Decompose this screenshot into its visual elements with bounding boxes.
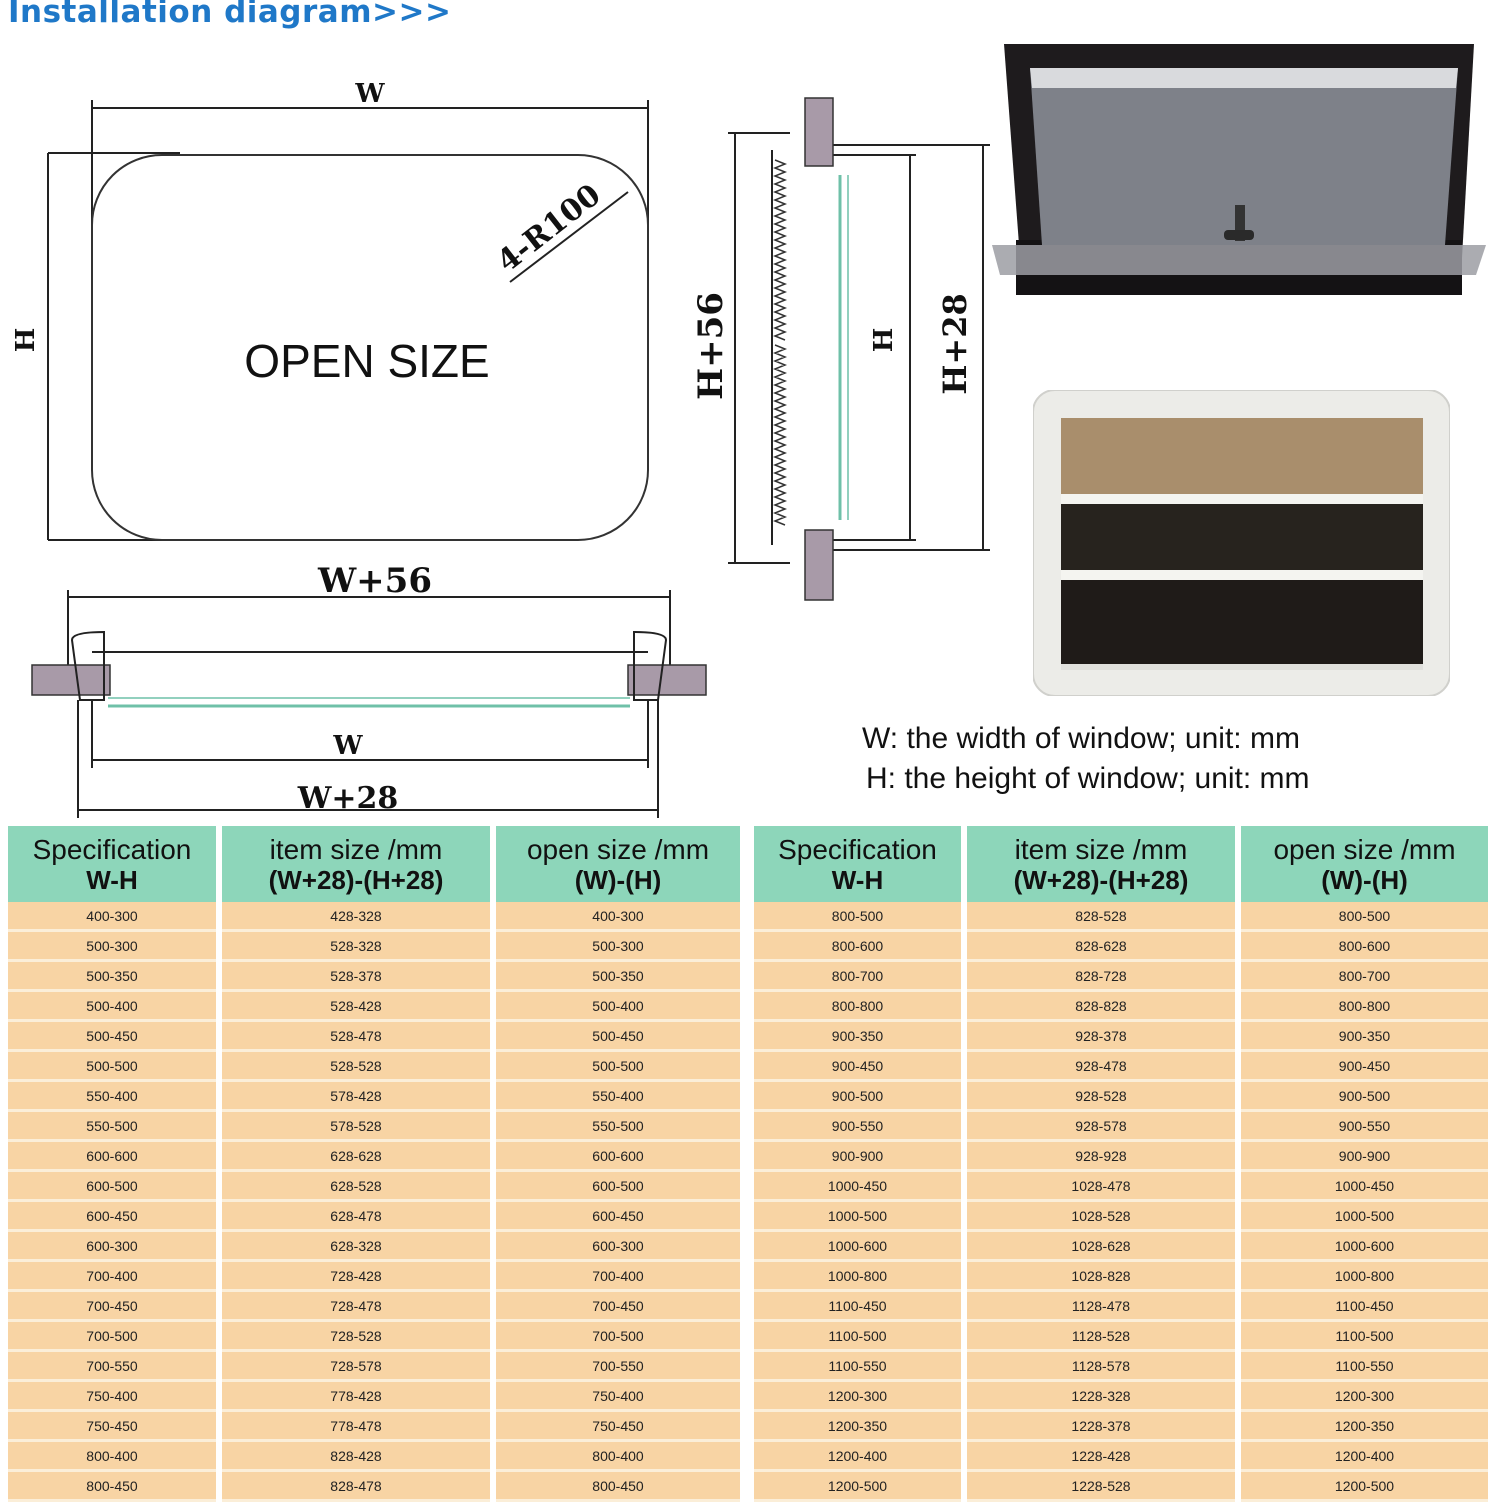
table-cell: 800-700 [1241, 962, 1488, 992]
table-row [8, 1442, 740, 1472]
table-row [8, 962, 740, 992]
table-cell: 600-600 [496, 1142, 740, 1172]
table-cell: 628-478 [222, 1202, 490, 1232]
table-cell: 500-500 [8, 1052, 216, 1082]
legend-w: W: the width of window; unit: mm [862, 722, 1300, 755]
table-cell: 700-550 [8, 1352, 216, 1382]
table-cell: 600-600 [8, 1142, 216, 1172]
table-cell: 400-300 [496, 902, 740, 932]
table-row [8, 1082, 740, 1112]
table-row [754, 1412, 1488, 1442]
table-row [754, 1382, 1488, 1412]
table-cell: 1100-550 [1241, 1352, 1488, 1382]
table-cell: 800-400 [8, 1442, 216, 1472]
table-cell: 600-300 [8, 1232, 216, 1262]
table-cell: 1200-350 [1241, 1412, 1488, 1442]
column-header-title: open size /mm [526, 834, 710, 865]
column-header-formula: W-H [86, 865, 138, 895]
table-cell: 900-500 [1241, 1082, 1488, 1112]
dim-h-left: H [11, 327, 41, 353]
table-cell: 1000-600 [754, 1232, 961, 1262]
table-cell: 1200-400 [1241, 1442, 1488, 1472]
column-header-formula: (W+28)-(H+28) [1013, 865, 1189, 895]
table-cell: 800-500 [754, 902, 961, 932]
table-row [8, 1052, 740, 1082]
table-cell: 1000-450 [1241, 1172, 1488, 1202]
table-cell: 1028-528 [967, 1202, 1235, 1232]
table-row [8, 1202, 740, 1232]
table-cell: 1128-478 [967, 1292, 1235, 1322]
radius-label: 4-R100 [490, 177, 608, 280]
dim-w-top: W [355, 79, 385, 109]
spec-table-right [748, 826, 1493, 1502]
dim-h28: H+28 [936, 293, 974, 395]
table-cell: 800-800 [754, 992, 961, 1022]
table-cell: 1000-800 [754, 1262, 961, 1292]
column-header [754, 826, 961, 902]
table-cell: 600-500 [496, 1172, 740, 1202]
table-cell: 828-428 [222, 1442, 490, 1472]
table-cell: 400-300 [8, 902, 216, 932]
table-cell: 500-350 [8, 962, 216, 992]
table-cell: 550-500 [8, 1112, 216, 1142]
table-cell: 800-700 [754, 962, 961, 992]
column-header-title: open size /mm [1273, 834, 1456, 865]
column-header [8, 826, 216, 902]
table-cell: 828-478 [222, 1472, 490, 1502]
table-cell: 800-450 [496, 1472, 740, 1502]
column-header-title: item size /mm [1014, 834, 1188, 865]
table-cell: 578-428 [222, 1082, 490, 1112]
table-cell: 828-628 [967, 932, 1235, 962]
table-row [8, 902, 740, 932]
column-header-formula: W-H [831, 865, 884, 895]
table-row [754, 1202, 1488, 1232]
table-cell: 928-478 [967, 1052, 1235, 1082]
column-header [222, 826, 490, 902]
table-cell: 778-478 [222, 1412, 490, 1442]
column-header [1241, 826, 1488, 902]
table-cell: 1228-428 [967, 1442, 1235, 1472]
table-cell: 500-300 [496, 932, 740, 962]
table-cell: 1128-528 [967, 1322, 1235, 1352]
column-header-title: item size /mm [269, 834, 443, 865]
table-cell: 800-500 [1241, 902, 1488, 932]
table-row [8, 992, 740, 1022]
table-cell: 900-900 [1241, 1142, 1488, 1172]
dim-w56: W+56 [318, 561, 432, 601]
table-cell: 1200-500 [1241, 1472, 1488, 1502]
table-cell: 600-450 [8, 1202, 216, 1232]
table-cell: 1100-450 [1241, 1292, 1488, 1322]
window-open-photo [990, 40, 1490, 302]
table-cell: 500-500 [496, 1052, 740, 1082]
table-cell: 550-400 [8, 1082, 216, 1112]
table-cell: 800-600 [1241, 932, 1488, 962]
table-cell: 700-450 [8, 1292, 216, 1322]
spec-table-left [2, 826, 746, 1502]
table-cell: 1200-300 [754, 1382, 961, 1412]
table-row [754, 1172, 1488, 1202]
open-size-label: OPEN SIZE [244, 335, 490, 387]
table-cell: 1200-500 [754, 1472, 961, 1502]
table-cell: 1100-550 [754, 1352, 961, 1382]
table-row [754, 992, 1488, 1022]
table-cell: 1100-500 [754, 1322, 961, 1352]
table-cell: 1000-500 [754, 1202, 961, 1232]
table-cell: 900-900 [754, 1142, 961, 1172]
dim-h56: H+56 [691, 292, 731, 400]
column-header-formula: (W)-(H) [1321, 865, 1408, 895]
table-cell: 700-400 [8, 1262, 216, 1292]
table-cell: 728-478 [222, 1292, 490, 1322]
table-row [754, 1082, 1488, 1112]
table-row [8, 1262, 740, 1292]
table-cell: 1100-450 [754, 1292, 961, 1322]
table-cell: 900-450 [754, 1052, 961, 1082]
column-header-title: Specification [32, 834, 192, 865]
table-cell: 828-528 [967, 902, 1235, 932]
table-cell: 1000-600 [1241, 1232, 1488, 1262]
table-cell: 900-350 [1241, 1022, 1488, 1052]
table-cell: 500-300 [8, 932, 216, 962]
table-cell: 600-500 [8, 1172, 216, 1202]
table-cell: 1128-578 [967, 1352, 1235, 1382]
table-cell: 1200-350 [754, 1412, 961, 1442]
table-cell: 528-528 [222, 1052, 490, 1082]
table-cell: 628-328 [222, 1232, 490, 1262]
table-row [754, 1262, 1488, 1292]
table-row [8, 1232, 740, 1262]
table-cell: 728-578 [222, 1352, 490, 1382]
table-cell: 528-478 [222, 1022, 490, 1052]
table-cell: 750-400 [496, 1382, 740, 1412]
table-cell: 628-628 [222, 1142, 490, 1172]
table-cell: 1028-628 [967, 1232, 1235, 1262]
table-cell: 750-400 [8, 1382, 216, 1412]
table-row [8, 932, 740, 962]
table-cell: 900-450 [1241, 1052, 1488, 1082]
table-row [8, 1142, 740, 1172]
window-blind-photo [1033, 390, 1450, 696]
table-cell: 528-378 [222, 962, 490, 992]
table-cell: 828-728 [967, 962, 1235, 992]
table-row [8, 1172, 740, 1202]
table-cell: 1100-500 [1241, 1322, 1488, 1352]
column-header [967, 826, 1235, 902]
table-row [8, 1322, 740, 1352]
table-row [754, 1322, 1488, 1352]
table-row [8, 1412, 740, 1442]
table-row [754, 1022, 1488, 1052]
table-cell: 500-450 [8, 1022, 216, 1052]
table-cell: 1000-500 [1241, 1202, 1488, 1232]
table-cell: 500-400 [496, 992, 740, 1022]
table-row [754, 1142, 1488, 1172]
table-cell: 800-450 [8, 1472, 216, 1502]
table-cell: 428-328 [222, 902, 490, 932]
table-cell: 528-428 [222, 992, 490, 1022]
table-cell: 700-500 [8, 1322, 216, 1352]
table-cell: 828-828 [967, 992, 1235, 1022]
table-cell: 1228-528 [967, 1472, 1235, 1502]
table-cell: 500-400 [8, 992, 216, 1022]
column-header-title: Specification [778, 834, 937, 865]
table-cell: 1200-300 [1241, 1382, 1488, 1412]
table-cell: 628-528 [222, 1172, 490, 1202]
table-row [8, 1022, 740, 1052]
table-cell: 928-528 [967, 1082, 1235, 1112]
table-cell: 728-428 [222, 1262, 490, 1292]
table-cell: 900-550 [754, 1112, 961, 1142]
table-cell: 728-528 [222, 1322, 490, 1352]
table-cell: 800-800 [1241, 992, 1488, 1022]
table-cell: 550-400 [496, 1082, 740, 1112]
table-row [8, 1292, 740, 1322]
table-cell: 750-450 [8, 1412, 216, 1442]
table-row [8, 1352, 740, 1382]
table-cell: 1000-450 [754, 1172, 961, 1202]
table-cell: 928-578 [967, 1112, 1235, 1142]
table-cell: 1228-378 [967, 1412, 1235, 1442]
table-cell: 528-328 [222, 932, 490, 962]
table-cell: 800-600 [754, 932, 961, 962]
table-row [754, 962, 1488, 992]
table-cell: 600-300 [496, 1232, 740, 1262]
table-row [754, 932, 1488, 962]
page-title: Installation diagram>>> [8, 0, 452, 30]
table-row [754, 902, 1488, 932]
table-row [754, 1112, 1488, 1142]
table-row [754, 1352, 1488, 1382]
table-cell: 900-350 [754, 1022, 961, 1052]
dim-w28: W+28 [297, 781, 399, 816]
table-cell: 900-550 [1241, 1112, 1488, 1142]
table-row [8, 1382, 740, 1412]
table-cell: 1028-478 [967, 1172, 1235, 1202]
table-cell: 600-450 [496, 1202, 740, 1232]
table-cell: 500-350 [496, 962, 740, 992]
table-row [754, 1052, 1488, 1082]
table-cell: 700-500 [496, 1322, 740, 1352]
table-cell: 550-500 [496, 1112, 740, 1142]
table-cell: 750-450 [496, 1412, 740, 1442]
table-row [754, 1292, 1488, 1322]
table-cell: 700-400 [496, 1262, 740, 1292]
table-row [754, 1442, 1488, 1472]
table-cell: 1028-828 [967, 1262, 1235, 1292]
column-header [496, 826, 740, 902]
table-cell: 1200-400 [754, 1442, 961, 1472]
dim-h-right: H [869, 327, 899, 353]
table-row [8, 1472, 740, 1502]
table-cell: 778-428 [222, 1382, 490, 1412]
table-row [8, 1112, 740, 1142]
table-cell: 500-450 [496, 1022, 740, 1052]
table-cell: 928-928 [967, 1142, 1235, 1172]
table-cell: 928-378 [967, 1022, 1235, 1052]
table-cell: 700-450 [496, 1292, 740, 1322]
table-cell: 578-528 [222, 1112, 490, 1142]
dim-w-bottom: W [333, 731, 363, 761]
column-header-formula: (W+28)-(H+28) [268, 865, 444, 895]
table-cell: 700-550 [496, 1352, 740, 1382]
table-cell: 800-400 [496, 1442, 740, 1472]
table-cell: 1000-800 [1241, 1262, 1488, 1292]
table-cell: 900-500 [754, 1082, 961, 1112]
table-cell: 1228-328 [967, 1382, 1235, 1412]
column-header-formula: (W)-(H) [574, 865, 662, 895]
table-row [754, 1472, 1488, 1502]
legend-h: H: the height of window; unit: mm [866, 762, 1310, 795]
table-row [754, 1232, 1488, 1262]
